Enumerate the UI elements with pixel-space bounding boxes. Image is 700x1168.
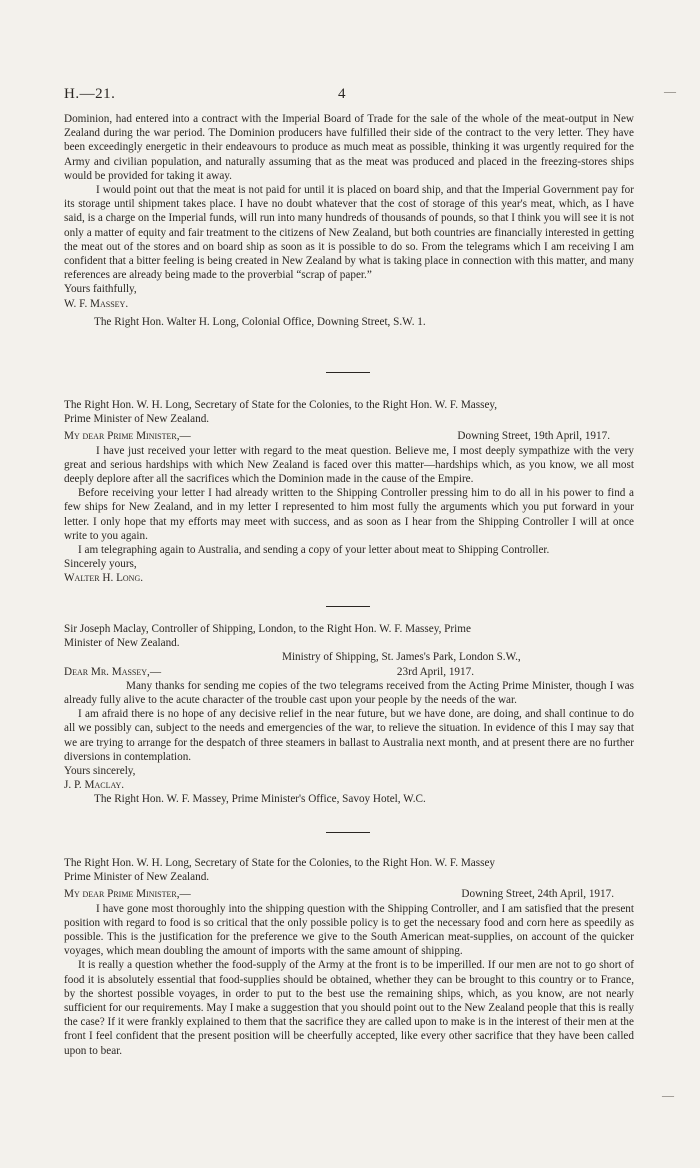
letter-4 <box>64 856 634 1058</box>
letter-2-place-date: Downing Street, 19th April, 1917. <box>457 430 610 443</box>
letter-3 <box>64 622 634 807</box>
letter-2-paragraph: Before receiving your letter I had already written to the Shipping Controller pressing him to do all in his power to find a few ships for New Zealand, and in my letter I represented to him most fully the arguments which you put forward in your letter. I only hope that my efforts may meet with success, and as soon as I hear from the Shipping Controller I will at once write to you again. <box>64 487 634 542</box>
letter-3-heading: Sir Joseph Maclay, Controller of Shipping, London, to the Right Hon. W. F. Massey, Prime <box>64 623 471 635</box>
letter-1-closing: Yours faithfully, <box>64 283 137 296</box>
letter-3-paragraph: Many thanks for sending me copies of the two telegrams received from the Acting Prime Minister, though I was already fully alive to the acute character of the trouble cast upon your people by the needs of the war. <box>64 679 634 707</box>
letter-3-addressee: The Right Hon. W. F. Massey, Prime Minister's Office, Savoy Hotel, W.C. <box>94 793 426 806</box>
section-divider <box>326 606 370 607</box>
letter-1-paragraph: Dominion, had entered into a contract with the Imperial Board of Trade for the sale of the whole of the meat-output in New Zealand during the war period. The Dominion producers have fulfilled their side of the contract to the very letter. They have been exceedingly energetic in their endeavours to produce as much meat as possible, thinking it was urgently required for the Army and civilian population, and naturally assuming that as the meat was produced and placed in the freezing-stores ships would be provided for taking it away. <box>64 113 634 182</box>
letter-4-paragraph: It is really a question whether the food-supply of the Army at the front is to be imperilled. If our men are not to go short of food it is absolutely essential that food-supplies should be obtained, whether they can be brought to this country or to France, by the shortest possible voyages, in order to put to the best use the remaining ships, which, as you know, are not nearly sufficient for our requirements. May I make a suggestion that you should point out to the New Zealand people that this is really the case? If it were frankly explained to them that the sacrifice they are called upon to make is in the interest of their men at the front I feel confident that the present position will be cheerfully accepted, like every other sacrifice that they have been called upon to bear. <box>64 959 634 1057</box>
letter-2 <box>64 398 634 586</box>
letter-4-salutation: My dear Prime Minister,— <box>64 888 191 901</box>
letter-3-signature: J. P. Maclay. <box>64 779 125 792</box>
report-reference: H.—21. <box>64 86 116 102</box>
letter-3-paragraph: I am afraid there is no hope of any decisive relief in the near future, but we have done, are doing, and shall continue to do all we possibly can, subject to the needs and emergencies of the war, to relieve the situation. In evidence of this I may say that we are trying to arrange for the despatch of three steamers in ballast to Australia next month, and at present there are no further diversions in contemplation. <box>64 708 634 763</box>
letter-1-signature: W. F. Massey. <box>64 297 129 310</box>
letter-2-signature: Walter H. Long. <box>64 572 144 585</box>
letter-4-paragraph: I have gone most thoroughly into the shipping question with the Shipping Controller, and I am satisfied that the present position with regard to food is so critical that the only possible policy is to get the necessary food and corn here as speedily as possible. This is the justification for the preference we give to the South American meat-supplies, on account of the quicker voyages, which mean doubling the amount of imports with the same amount of shipping. <box>64 902 634 958</box>
letter-3-date: 23rd April, 1917. <box>396 665 474 678</box>
letter-1-addressee: The Right Hon. Walter H. Long, Colonial Office, Downing Street, S.W. 1. <box>94 315 426 328</box>
letter-2-paragraph: I am telegraphing again to Australia, and sending a copy of your letter about meat to Shipping Controller. <box>78 544 550 557</box>
letter-4-heading: Prime Minister of New Zealand. <box>64 871 210 884</box>
letter-1 <box>64 112 634 329</box>
letter-4-heading: The Right Hon. W. H. Long, Secretary of State for the Colonies, to the Right Hon. W. F. Massey <box>64 857 496 869</box>
letter-3-place: Ministry of Shipping, St. James's Park, London S.W., <box>282 651 521 664</box>
letter-3-closing: Yours sincerely, <box>64 765 136 778</box>
page-number: 4 <box>338 86 346 102</box>
section-divider <box>326 832 370 833</box>
letter-4-place-date: Downing Street, 24th April, 1917. <box>461 888 614 901</box>
letter-3-salutation: Dear Mr. Massey,— <box>64 665 162 678</box>
section-divider <box>326 372 370 373</box>
margin-mark: — <box>664 84 676 98</box>
letter-2-paragraph: I have just received your letter with regard to the meat question. Believe me, I most deeply sympathize with the very great and serious hardships with which New Zealand is faced over this matter—hardships which, as you know, we all most deeply deplore after all the sacrifices which the Dominion made in the cause of the Empire. <box>64 444 634 486</box>
letter-2-salutation: My dear Prime Minister,— <box>64 430 191 443</box>
letter-3-heading: Minister of New Zealand. <box>64 637 180 650</box>
letter-2-heading: The Right Hon. W. H. Long, Secretary of State for the Colonies, to the Right Hon. W. F. Massey, <box>64 399 498 411</box>
margin-mark: — <box>662 1088 674 1102</box>
letter-2-closing: Sincerely yours, <box>64 558 137 571</box>
letter-2-heading: Prime Minister of New Zealand. <box>64 413 210 426</box>
letter-1-paragraph: I would point out that the meat is not paid for until it is placed on board ship, and that the Imperial Government pay for its storage until shipment takes place. I have no doubt whatever that the cost of storage of this year's meat, which, as I have said, is a charge on the Imperial funds, will run into many hundreds of thousands of pounds, so that I think you will see it is not only a matter of equity and fair treatment to the citizens of New Zealand, but both countries are financially interested in getting the meat out of the stores and on board ship as soon as it is possible to do so. From the telegrams which I am receiving I am confident that a bitter feeling is being created in New Zealand by what is taking place in connection with this matter, and many references are already being made to the proverbial “scrap of paper.” <box>64 184 634 282</box>
